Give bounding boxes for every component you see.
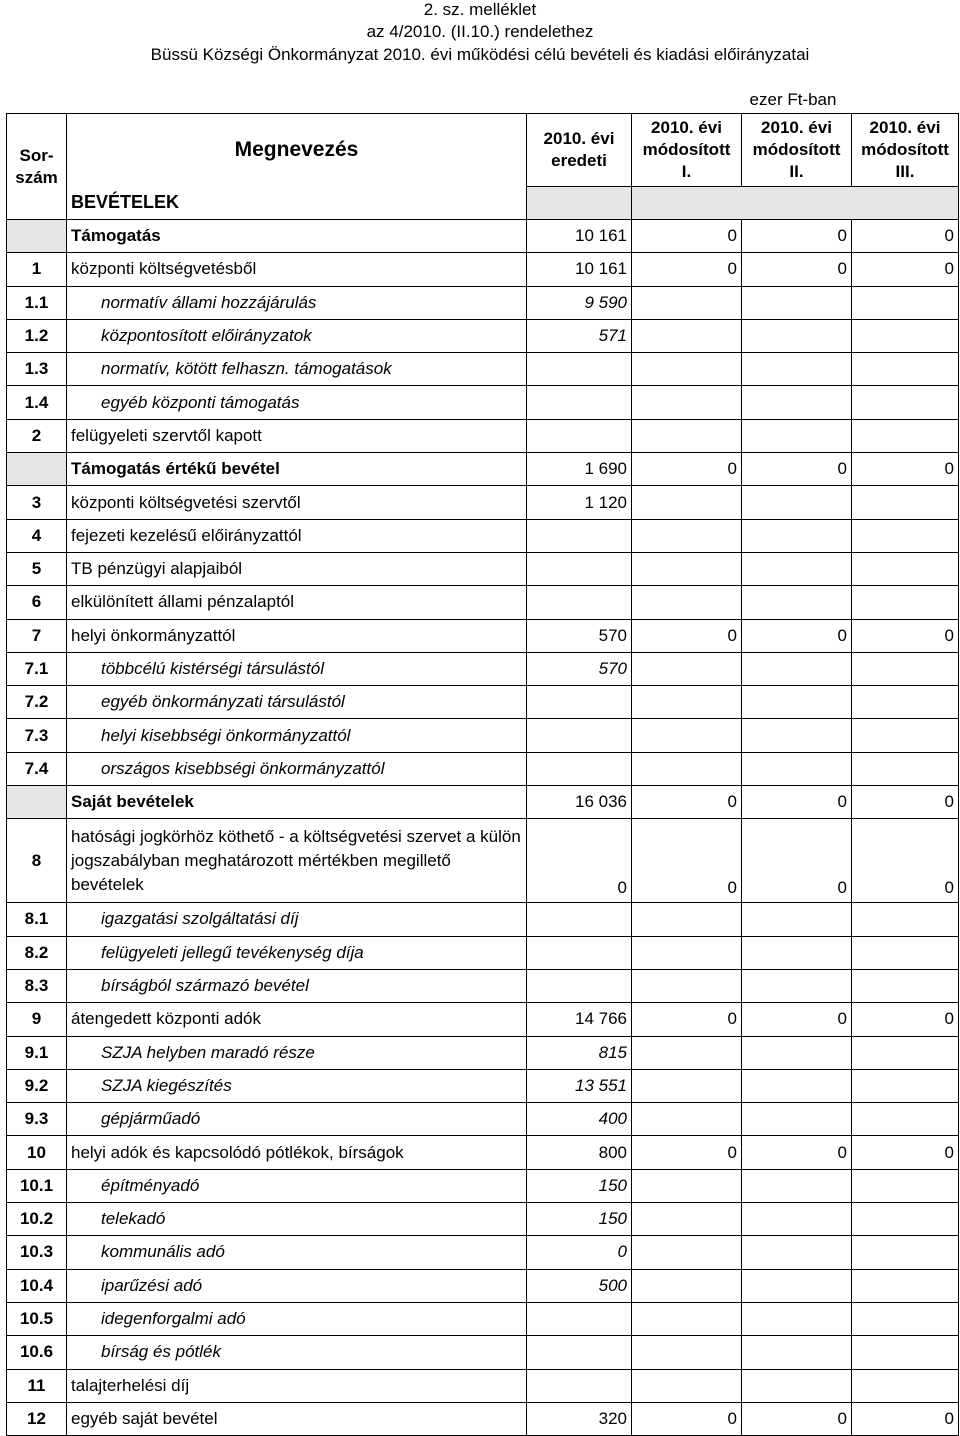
table-row xyxy=(7,1203,959,1236)
row-label: helyi önkormányzattól xyxy=(67,619,527,652)
table-row xyxy=(7,453,959,486)
row-number xyxy=(7,786,67,819)
value-mod2 xyxy=(742,286,852,319)
row-number: 6 xyxy=(7,586,67,619)
value-mod1 xyxy=(632,1269,742,1302)
value-eredeti xyxy=(527,686,632,719)
row-label: építményadó xyxy=(67,1169,527,1202)
section-label-bevetelek: BEVÉTELEK xyxy=(67,187,527,220)
table-row xyxy=(7,1336,959,1369)
value-mod1 xyxy=(632,686,742,719)
value-mod3 xyxy=(852,969,959,1002)
table-row xyxy=(7,719,959,752)
row-label: telekadó xyxy=(67,1203,527,1236)
value-eredeti: 16 036 xyxy=(527,786,632,819)
value-eredeti: 570 xyxy=(527,652,632,685)
row-label: központi költségvetésből xyxy=(67,253,527,286)
table-row xyxy=(7,903,959,936)
table-row xyxy=(7,1402,959,1435)
value-mod3 xyxy=(852,1169,959,1202)
value-mod3 xyxy=(852,1236,959,1269)
value-mod3: 0 xyxy=(852,1402,959,1435)
row-number: 10.6 xyxy=(7,1336,67,1369)
value-mod3 xyxy=(852,286,959,319)
value-mod1 xyxy=(632,1103,742,1136)
row-label: felügyeleti jellegű tevékenység díja xyxy=(67,936,527,969)
value-mod2 xyxy=(742,686,852,719)
value-eredeti: 13 551 xyxy=(527,1069,632,1102)
value-mod1 xyxy=(632,1203,742,1236)
value-mod1 xyxy=(632,1069,742,1102)
row-number: 10.3 xyxy=(7,1236,67,1269)
row-number: 12 xyxy=(7,1402,67,1435)
value-eredeti xyxy=(527,969,632,1002)
table-row xyxy=(7,1003,959,1036)
row-label: helyi kisebbségi önkormányzattól xyxy=(67,719,527,752)
value-mod3: 0 xyxy=(852,220,959,253)
row-label: gépjárműadó xyxy=(67,1103,527,1136)
row-label: többcélú kistérségi társulástól xyxy=(67,652,527,685)
value-mod2: 0 xyxy=(742,253,852,286)
row-label: egyéb saját bevétel xyxy=(67,1402,527,1435)
value-mod1 xyxy=(632,486,742,519)
value-eredeti xyxy=(527,386,632,419)
value-eredeti: 500 xyxy=(527,1269,632,1302)
value-mod2 xyxy=(742,1203,852,1236)
row-number: 7.4 xyxy=(7,752,67,785)
value-mod3 xyxy=(852,552,959,585)
value-mod3 xyxy=(852,686,959,719)
table-row xyxy=(7,1069,959,1102)
value-mod2 xyxy=(742,719,852,752)
table-row xyxy=(7,786,959,819)
row-number: 10.2 xyxy=(7,1203,67,1236)
value-mod1: 0 xyxy=(632,619,742,652)
value-mod3: 0 xyxy=(852,253,959,286)
value-mod1 xyxy=(632,519,742,552)
value-eredeti xyxy=(527,419,632,452)
table-row xyxy=(7,686,959,719)
value-mod3 xyxy=(852,486,959,519)
value-mod2 xyxy=(742,752,852,785)
header-filler xyxy=(527,187,632,220)
value-eredeti: 10 161 xyxy=(527,220,632,253)
value-mod2: 0 xyxy=(742,1402,852,1435)
value-eredeti: 320 xyxy=(527,1402,632,1435)
row-number: 8.2 xyxy=(7,936,67,969)
value-eredeti xyxy=(527,903,632,936)
value-eredeti: 0 xyxy=(527,1236,632,1269)
col-header-megnevezes: Megnevezés xyxy=(67,114,527,187)
table-row xyxy=(7,1103,959,1136)
value-mod1 xyxy=(632,752,742,785)
value-mod2 xyxy=(742,1269,852,1302)
row-label: helyi adók és kapcsolódó pótlékok, bírságok xyxy=(67,1136,527,1169)
value-mod1 xyxy=(632,936,742,969)
value-mod3 xyxy=(852,1302,959,1335)
value-eredeti: 815 xyxy=(527,1036,632,1069)
table-row xyxy=(7,652,959,685)
value-eredeti: 150 xyxy=(527,1203,632,1236)
row-label: országos kisebbségi önkormányzattól xyxy=(67,752,527,785)
row-label: iparűzési adó xyxy=(67,1269,527,1302)
value-mod3 xyxy=(852,719,959,752)
value-mod1: 0 xyxy=(632,220,742,253)
table-row xyxy=(7,819,959,903)
value-eredeti: 1 690 xyxy=(527,453,632,486)
row-number: 9.1 xyxy=(7,1036,67,1069)
budget-table xyxy=(6,113,959,1436)
col-header-eredeti: 2010. évi eredeti xyxy=(527,114,632,187)
row-label: idegenforgalmi adó xyxy=(67,1302,527,1335)
value-mod3 xyxy=(852,936,959,969)
value-mod2 xyxy=(742,1169,852,1202)
row-number: 3 xyxy=(7,486,67,519)
row-number: 4 xyxy=(7,519,67,552)
table-row xyxy=(7,586,959,619)
value-mod1: 0 xyxy=(632,1136,742,1169)
value-mod2: 0 xyxy=(742,619,852,652)
col-header-mod2: 2010. évi módosított II. xyxy=(742,114,852,187)
row-number: 7.3 xyxy=(7,719,67,752)
table-row xyxy=(7,1036,959,1069)
table-row xyxy=(7,386,959,419)
value-mod1 xyxy=(632,386,742,419)
table-row xyxy=(7,419,959,452)
value-mod1 xyxy=(632,1369,742,1402)
value-mod1: 0 xyxy=(632,253,742,286)
value-mod2 xyxy=(742,386,852,419)
value-mod3 xyxy=(852,353,959,386)
row-number: 7.2 xyxy=(7,686,67,719)
row-label: egyéb központi támogatás xyxy=(67,386,527,419)
row-number: 10.1 xyxy=(7,1169,67,1202)
value-eredeti xyxy=(527,719,632,752)
value-eredeti xyxy=(527,586,632,619)
value-mod3 xyxy=(852,1369,959,1402)
value-mod3 xyxy=(852,1103,959,1136)
col-header-sorszam: Sor-szám xyxy=(7,114,67,220)
value-mod3 xyxy=(852,1069,959,1102)
value-mod3: 0 xyxy=(852,453,959,486)
table-row xyxy=(7,1369,959,1402)
row-number: 5 xyxy=(7,552,67,585)
value-mod1 xyxy=(632,552,742,585)
value-mod2 xyxy=(742,486,852,519)
row-number: 1.2 xyxy=(7,319,67,352)
value-eredeti: 14 766 xyxy=(527,1003,632,1036)
table-row xyxy=(7,1169,959,1202)
table-row xyxy=(7,1236,959,1269)
table-row xyxy=(7,1136,959,1169)
value-mod2 xyxy=(742,1369,852,1402)
row-number: 10.4 xyxy=(7,1269,67,1302)
row-number: 1.4 xyxy=(7,386,67,419)
row-number: 1 xyxy=(7,253,67,286)
value-mod2 xyxy=(742,419,852,452)
row-number: 7 xyxy=(7,619,67,652)
value-mod2: 0 xyxy=(742,1003,852,1036)
value-mod3: 0 xyxy=(852,619,959,652)
value-eredeti xyxy=(527,552,632,585)
value-mod3: 0 xyxy=(852,819,959,903)
value-mod3 xyxy=(852,903,959,936)
value-mod2: 0 xyxy=(742,1136,852,1169)
value-mod2 xyxy=(742,1336,852,1369)
value-mod3 xyxy=(852,652,959,685)
value-eredeti xyxy=(527,353,632,386)
value-mod3: 0 xyxy=(852,786,959,819)
row-label: normatív, kötött felhaszn. támogatások xyxy=(67,353,527,386)
row-label: hatósági jogkörhöz köthető - a költségvetési szervet a külön jogszabályban meghatározott mértékben megillető bevételek xyxy=(67,819,527,903)
row-number: 8.1 xyxy=(7,903,67,936)
table-row xyxy=(7,619,959,652)
value-mod1 xyxy=(632,319,742,352)
value-mod2 xyxy=(742,353,852,386)
table-row xyxy=(7,936,959,969)
row-label: TB pénzügyi alapjaiból xyxy=(67,552,527,585)
doc-title-decree: az 4/2010. (II.10.) rendelethez xyxy=(366,22,594,41)
value-mod1 xyxy=(632,353,742,386)
value-mod2: 0 xyxy=(742,453,852,486)
table-row xyxy=(7,519,959,552)
row-label: Saját bevételek xyxy=(67,786,527,819)
table-row xyxy=(7,1302,959,1335)
value-mod3: 0 xyxy=(852,1136,959,1169)
value-mod1: 0 xyxy=(632,786,742,819)
value-mod2 xyxy=(742,1103,852,1136)
value-eredeti: 800 xyxy=(527,1136,632,1169)
table-row xyxy=(7,220,959,253)
value-mod1 xyxy=(632,903,742,936)
table-row xyxy=(7,286,959,319)
value-mod2: 0 xyxy=(742,220,852,253)
row-label: fejezeti kezelésű előirányzattól xyxy=(67,519,527,552)
value-mod1 xyxy=(632,419,742,452)
row-number: 10.5 xyxy=(7,1302,67,1335)
value-mod1 xyxy=(632,1036,742,1069)
table-row xyxy=(7,752,959,785)
row-label: központosított előirányzatok xyxy=(67,319,527,352)
row-number xyxy=(7,220,67,253)
row-label: bírságból származó bevétel xyxy=(67,969,527,1002)
value-eredeti: 9 590 xyxy=(527,286,632,319)
row-number: 1.3 xyxy=(7,353,67,386)
col-header-mod3: 2010. évi módosított III. xyxy=(852,114,959,187)
row-number: 2 xyxy=(7,419,67,452)
value-mod2: 0 xyxy=(742,786,852,819)
row-number: 8 xyxy=(7,819,67,903)
value-mod3 xyxy=(852,752,959,785)
row-label: kommunális adó xyxy=(67,1236,527,1269)
row-label: felügyeleti szervtől kapott xyxy=(67,419,527,452)
table-row xyxy=(7,1269,959,1302)
value-mod1 xyxy=(632,719,742,752)
value-mod3 xyxy=(852,1336,959,1369)
row-label: SZJA helyben maradó része xyxy=(67,1036,527,1069)
doc-title-annex: 2. sz. melléklet xyxy=(423,0,537,19)
value-mod2 xyxy=(742,319,852,352)
row-number xyxy=(7,453,67,486)
row-label: Támogatás értékű bevétel xyxy=(67,453,527,486)
row-number: 9.2 xyxy=(7,1069,67,1102)
table-row xyxy=(7,552,959,585)
value-mod3 xyxy=(852,1036,959,1069)
value-mod3 xyxy=(852,419,959,452)
row-number: 9 xyxy=(7,1003,67,1036)
value-eredeti xyxy=(527,1369,632,1402)
value-eredeti: 150 xyxy=(527,1169,632,1202)
value-eredeti xyxy=(527,752,632,785)
value-mod3 xyxy=(852,319,959,352)
value-mod2 xyxy=(742,1036,852,1069)
row-label: igazgatási szolgáltatási díj xyxy=(67,903,527,936)
value-eredeti xyxy=(527,936,632,969)
value-mod3 xyxy=(852,1269,959,1302)
row-label: normatív állami hozzájárulás xyxy=(67,286,527,319)
row-label: egyéb önkormányzati társulástól xyxy=(67,686,527,719)
value-mod1: 0 xyxy=(632,453,742,486)
value-eredeti xyxy=(527,1302,632,1335)
row-number: 11 xyxy=(7,1369,67,1402)
value-mod2 xyxy=(742,552,852,585)
value-mod2 xyxy=(742,969,852,1002)
value-mod1 xyxy=(632,1236,742,1269)
row-label: bírság és pótlék xyxy=(67,1336,527,1369)
header-filler xyxy=(632,187,959,220)
row-label: központi költségvetési szervtől xyxy=(67,486,527,519)
row-number: 10 xyxy=(7,1136,67,1169)
value-mod1 xyxy=(632,1169,742,1202)
value-eredeti xyxy=(527,519,632,552)
row-label: átengedett központi adók xyxy=(67,1003,527,1036)
table-row xyxy=(7,353,959,386)
table-row xyxy=(7,253,959,286)
value-mod3 xyxy=(852,586,959,619)
value-mod1: 0 xyxy=(632,819,742,903)
value-eredeti: 1 120 xyxy=(527,486,632,519)
doc-title-main: Büssü Községi Önkormányzat 2010. évi működési célú bevételi és kiadási előirányzatai xyxy=(150,45,810,64)
value-mod2 xyxy=(742,519,852,552)
value-mod3: 0 xyxy=(852,1003,959,1036)
value-mod2: 0 xyxy=(742,819,852,903)
row-number: 1.1 xyxy=(7,286,67,319)
row-label: Támogatás xyxy=(67,220,527,253)
value-mod1 xyxy=(632,586,742,619)
value-mod3 xyxy=(852,386,959,419)
value-mod2 xyxy=(742,936,852,969)
value-mod1 xyxy=(632,652,742,685)
table-row xyxy=(7,969,959,1002)
row-label: SZJA kiegészítés xyxy=(67,1069,527,1102)
row-label: talajterhelési díj xyxy=(67,1369,527,1402)
value-mod2 xyxy=(742,1302,852,1335)
value-eredeti: 400 xyxy=(527,1103,632,1136)
unit-label: ezer Ft-ban xyxy=(749,90,837,109)
value-eredeti: 10 161 xyxy=(527,253,632,286)
value-mod2 xyxy=(742,652,852,685)
row-number: 8.3 xyxy=(7,969,67,1002)
value-mod2 xyxy=(742,1069,852,1102)
value-mod2 xyxy=(742,586,852,619)
row-number: 9.3 xyxy=(7,1103,67,1136)
value-mod3 xyxy=(852,1203,959,1236)
row-number: 7.1 xyxy=(7,652,67,685)
value-mod2 xyxy=(742,903,852,936)
value-mod1: 0 xyxy=(632,1402,742,1435)
value-eredeti: 570 xyxy=(527,619,632,652)
row-label: elkülönített állami pénzalaptól xyxy=(67,586,527,619)
value-mod1 xyxy=(632,1336,742,1369)
value-mod1 xyxy=(632,1302,742,1335)
value-eredeti: 0 xyxy=(527,819,632,903)
table-row xyxy=(7,486,959,519)
value-mod2 xyxy=(742,1236,852,1269)
value-eredeti xyxy=(527,1336,632,1369)
value-mod1: 0 xyxy=(632,1003,742,1036)
col-header-mod1: 2010. évi módosított I. xyxy=(632,114,742,187)
value-mod3 xyxy=(852,519,959,552)
value-mod1 xyxy=(632,969,742,1002)
value-mod1 xyxy=(632,286,742,319)
table-row xyxy=(7,319,959,352)
value-eredeti: 571 xyxy=(527,319,632,352)
